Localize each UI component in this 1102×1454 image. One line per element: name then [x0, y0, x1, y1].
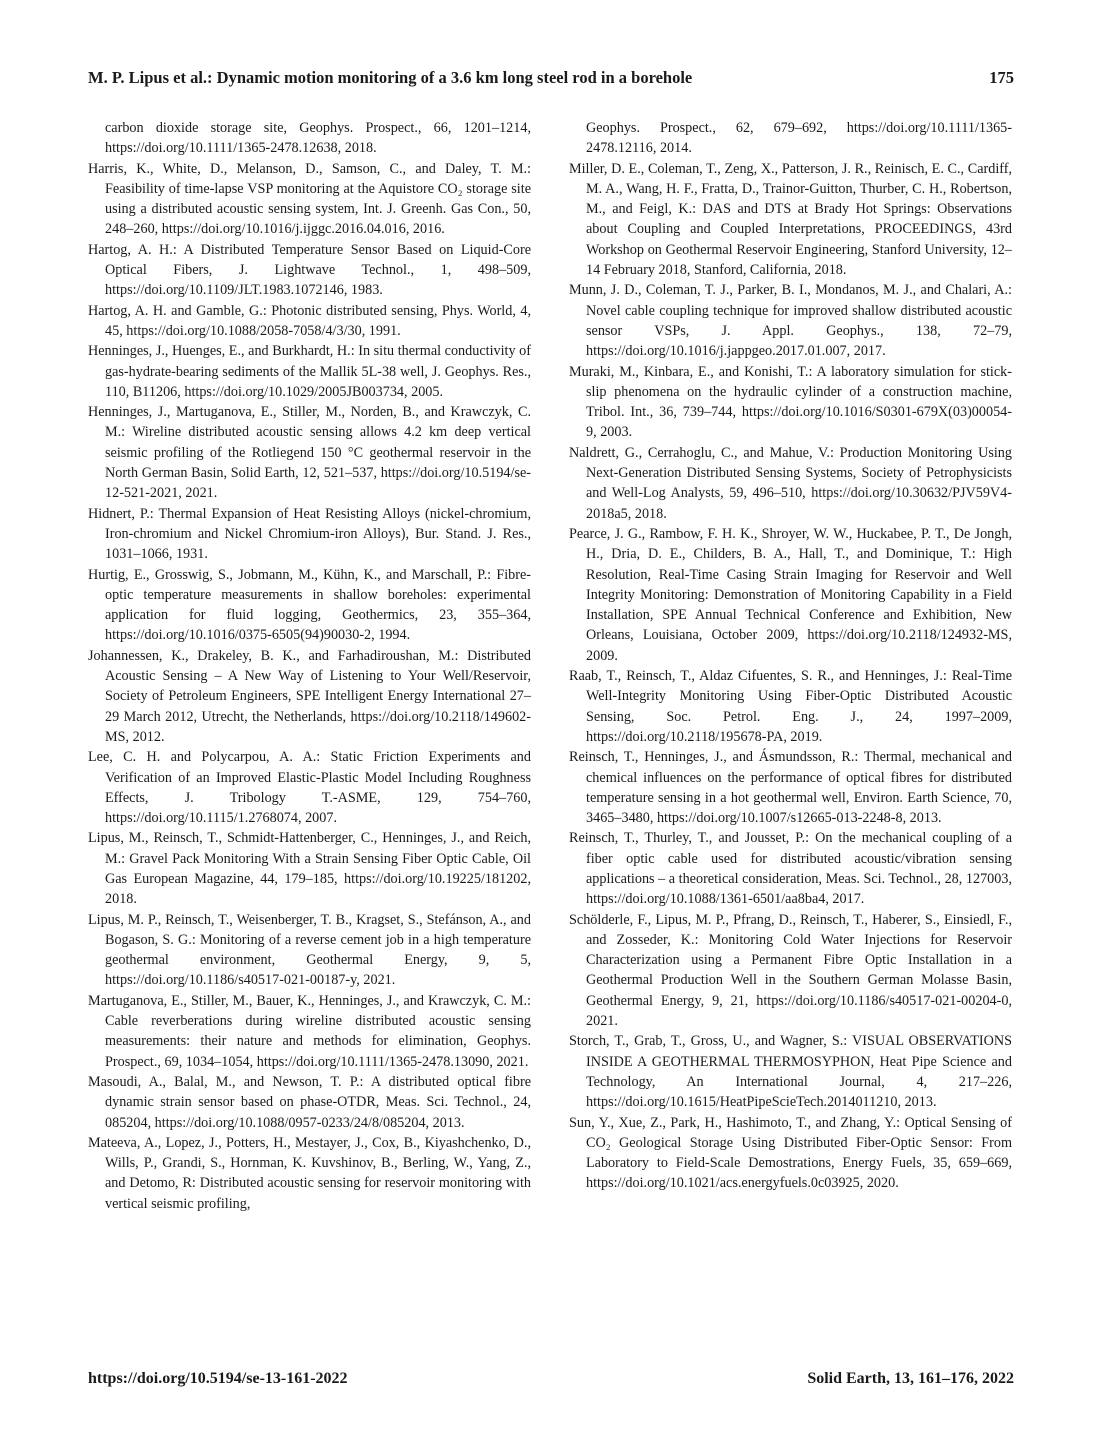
footer-doi: https://doi.org/10.5194/se-13-161-2022	[88, 1370, 348, 1387]
reference-entry: Mateeva, A., Lopez, J., Potters, H., Mestayer, J., Cox, B., Kiyashchenko, D., Wills, P., Grandi, S., Hornman, K. Kuvshinov, B., Berling, W., Yang, Z., and Detomo, R: Distributed acoustic sensing for reservoir monitoring with vertical seismic profiling,	[88, 1134, 531, 1212]
reference-entry: Sun, Y., Xue, Z., Park, H., Hashimoto, T., and Zhang, Y.: Optical Sensing of CO₂ Geological Storage Using Distributed Fiber-Optic Sensor: From Laboratory to Field-Scale Demostrations, Energy Fuels, 35, 659–669, https://doi.org/10.1021/acs.energyfuels.0c03925, 2020.	[569, 1114, 1012, 1192]
reference-entry: Hurtig, E., Grosswig, S., Jobmann, M., Kühn, K., and Marschall, P.: Fibre-optic temperature measurements in shallow boreholes: experimental application for fluid logging, Geothermics, 23, 355–364, https://doi.org/10.1016/0375-6505(94)90030-2, 1994.	[88, 566, 531, 644]
reference-entry: Henninges, J., Huenges, E., and Burkhardt, H.: In situ thermal conductivity of gas-hydrate-bearing sediments of the Mallik 5L-38 well, J. Geophys. Res., 110, B11206, https://doi.org/10.1029/2005JB003734, 2005.	[88, 343, 531, 400]
reference-entry: Lipus, M. P., Reinsch, T., Weisenberger, T. B., Kragset, S., Stefánson, A., and Bogason, S. G.: Monitoring of a reverse cement job in a high temperature geothermal environment, Geothermal Energy, 9, 5, https://doi.org/10.1186/s40517-021-00187-y, 2021.	[88, 911, 531, 989]
page-number: 175	[989, 68, 1014, 87]
footer-journal: Solid Earth, 13, 161–176, 2022	[807, 1370, 1014, 1387]
reference-entry: Naldrett, G., Cerrahoglu, C., and Mahue, V.: Production Monitoring Using Next-Generation Distributed Sensing Systems, Society of Petrophysicists and Well-Log Analysts, 59, 496–510, https://doi.org/10.30632/PJV59V4-2018a5, 2018.	[569, 444, 1012, 522]
running-title: M. P. Lipus et al.: Dynamic motion monitoring of a 3.6 km long steel rod in a borehole	[88, 68, 693, 87]
page-header	[88, 68, 1014, 88]
reference-entry: Miller, D. E., Coleman, T., Zeng, X., Patterson, J. R., Reinisch, E. C., Cardiff, M. A., Wang, H. F., Fratta, D., Trainor-Guitton, Thurber, C. H., Robertson, M., and Feigl, K.: DAS and DTS at Brady Hot Springs: Observations about Coupling and Coupled Interpretations, PROCEEDINGS, 43rd Workshop on Geothermal Reservoir Engineering, Stanford University, 12–14 February 2018, Stanford, California, 2018.	[569, 160, 1012, 279]
reference-entry: Hartog, A. H. and Gamble, G.: Photonic distributed sensing, Phys. World, 4, 45, https://doi.org/10.1088/2058-7058/4/3/30, 1991.	[88, 302, 531, 339]
reference-entry: Johannessen, K., Drakeley, B. K., and Farhadiroushan, M.: Distributed Acoustic Sensing – A New Way of Listening to Your Well/Reservoir, Society of Petroleum Engineers, SPE Intelligent Energy International 27–29 March 2012, Utrecht, the Netherlands, https://doi.org/10.2118/149602-MS, 2012.	[88, 647, 531, 745]
reference-entry: Lipus, M., Reinsch, T., Schmidt-Hattenberger, C., Henninges, J., and Reich, M.: Gravel Pack Monitoring With a Strain Sensing Fiber Optic Cable, Oil Gas European Magazine, 44, 179–185, https://doi.org/10.19225/181202, 2018.	[88, 830, 531, 908]
references-left-column	[88, 118, 531, 1214]
reference-entry: Lee, C. H. and Polycarpou, A. A.: Static Friction Experiments and Verification of an Improved Elastic-Plastic Model Including Roughness Effects, J. Tribology T.-ASME, 129, 754–760, https://doi.org/10.1115/1.2768074, 2007.	[88, 749, 531, 827]
reference-entry: Reinsch, T., Henninges, J., and Ásmundsson, R.: Thermal, mechanical and chemical influences on the performance of optical fibres for distributed temperature sensing in a hot geothermal well, Environ. Earth Science, 70, 3465–3480, https://doi.org/10.1007/s12665-013-2248-8, 2013.	[569, 749, 1012, 827]
reference-entry: Hartog, A. H.: A Distributed Temperature Sensor Based on Liquid-Core Optical Fibers, J. Lightwave Technol., 1, 498–509, https://doi.org/10.1109/JLT.1983.1072146, 1983.	[88, 241, 531, 299]
reference-entry: Raab, T., Reinsch, T., Aldaz Cifuentes, S. R., and Henninges, J.: Real-Time Well-Integrity Monitoring Using Fiber-Optic Distributed Acoustic Sensing, Soc. Petrol. Eng. J., 24, 1997–2009, https://doi.org/10.2118/195678-PA, 2019.	[569, 668, 1012, 745]
reference-entry: Masoudi, A., Balal, M., and Newson, T. P.: A distributed optical fibre dynamic strain sensor based on phase-OTDR, Meas. Sci. Technol., 24, 085204, https://doi.org/10.1088/0957-0233/24/8/085204, 2013.	[88, 1073, 531, 1131]
reference-entry: Martuganova, E., Stiller, M., Bauer, K., Henninges, J., and Krawczyk, C. M.: Cable reverberations during wireline distributed acoustic sensing measurements: their nature and methods for elimination, Geophys. Prospect., 69, 1034–1054, https://doi.org/10.1111/1365-2478.13090, 2021.	[88, 992, 531, 1070]
reference-entry: Harris, K., White, D., Melanson, D., Samson, C., and Daley, T. M.: Feasibility of time-lapse VSP monitoring at the Aquistore CO₂ storage site using a distributed acoustic sensing system, Int. J. Greenh. Gas Con., 50, 248–260, https://doi.org/10.1016/j.ijggc.2016.04.016, 2016.	[88, 160, 531, 238]
page-footer	[88, 1370, 1014, 1388]
reference-entry: Hidnert, P.: Thermal Expansion of Heat Resisting Alloys (nickel-chromium, Iron-chromium and Nickel Chromium-iron Alloys), Bur. Stand. J. Res., 1031–1066, 1931.	[88, 505, 531, 563]
references-right-column	[569, 118, 1012, 1194]
reference-entry: carbon dioxide storage site, Geophys. Prospect., 66, 1201–1214, https://doi.org/10.1111/1365-2478.12638, 2018.	[105, 120, 531, 157]
reference-entry: Geophys. Prospect., 62, 679–692, https://doi.org/10.1111/1365-2478.12116, 2014.	[586, 120, 1012, 157]
reference-entry: Schölderle, F., Lipus, M. P., Pfrang, D., Reinsch, T., Haberer, S., Einsiedl, F., and Zosseder, K.: Monitoring Cold Water Injections for Reservoir Characterization using a Permanent Fibre Optic Installation in a Geothermal Production Well in the Southern German Molasse Basin, Geothermal Energy, 9, 21, https://doi.org/10.1186/s40517-021-00204-0, 2021.	[569, 911, 1012, 1030]
reference-entry: Reinsch, T., Thurley, T., and Jousset, P.: On the mechanical coupling of a fiber optic cable used for distributed acoustic/vibration sensing applications – a theoretical consideration, Meas. Sci. Technol., 28, 127003, https://doi.org/10.1088/1361-6501/aa8ba4, 2017.	[569, 830, 1012, 908]
reference-entry: Henninges, J., Martuganova, E., Stiller, M., Norden, B., and Krawczyk, C. M.: Wireline distributed acoustic sensing allows 4.2 km deep vertical seismic profiling of the Rotliegend 150 °C geothermal reservoir in the North German Basin, Solid Earth, 12, 521–537, https://doi.org/10.5194/se-12-521-2021, 2021.	[88, 404, 531, 502]
reference-entry: Storch, T., Grab, T., Gross, U., and Wagner, S.: VISUAL OBSERVATIONS INSIDE A GEOTHERMAL THERMOSYPHON, Heat Pipe Science and Technology, An International Journal, 4, 217–226, https://doi.org/10.1615/HeatPipeScieTech.2014011210, 2013.	[569, 1033, 1012, 1111]
reference-entry: Muraki, M., Kinbara, E., and Konishi, T.: A laboratory simulation for stick-slip phenomena on the hydraulic cylinder of a construction machine, Tribol. Int., 36, 739–744, https://doi.org/10.1016/S0301-679X(03)00054-9, 2003.	[569, 363, 1012, 441]
reference-entry: Munn, J. D., Coleman, T. J., Parker, B. I., Mondanos, M. J., and Chalari, A.: Novel cable coupling technique for improved shallow distributed acoustic sensor VSPs, J. Appl. Geophys., 138, 72–79, https://doi.org/10.1016/j.jappgeo.2017.01.007, 2017.	[569, 282, 1012, 360]
reference-entry: Pearce, J. G., Rambow, F. H. K., Shroyer, W. W., Huckabee, P. T., De Jongh, H., Dria, D. E., Childers, B. A., Hall, T., and Dominique, T.: High Resolution, Real-Time Casing Strain Imaging for Reservoir and Well Integrity Monitoring: Demonstration of Monitoring Capability in a Field Installation, SPE Annual Technical Conference and Exhibition, New Orleans, Louisiana, October 2009, https://doi.org/10.2118/124932-MS, 2009.	[569, 525, 1012, 664]
